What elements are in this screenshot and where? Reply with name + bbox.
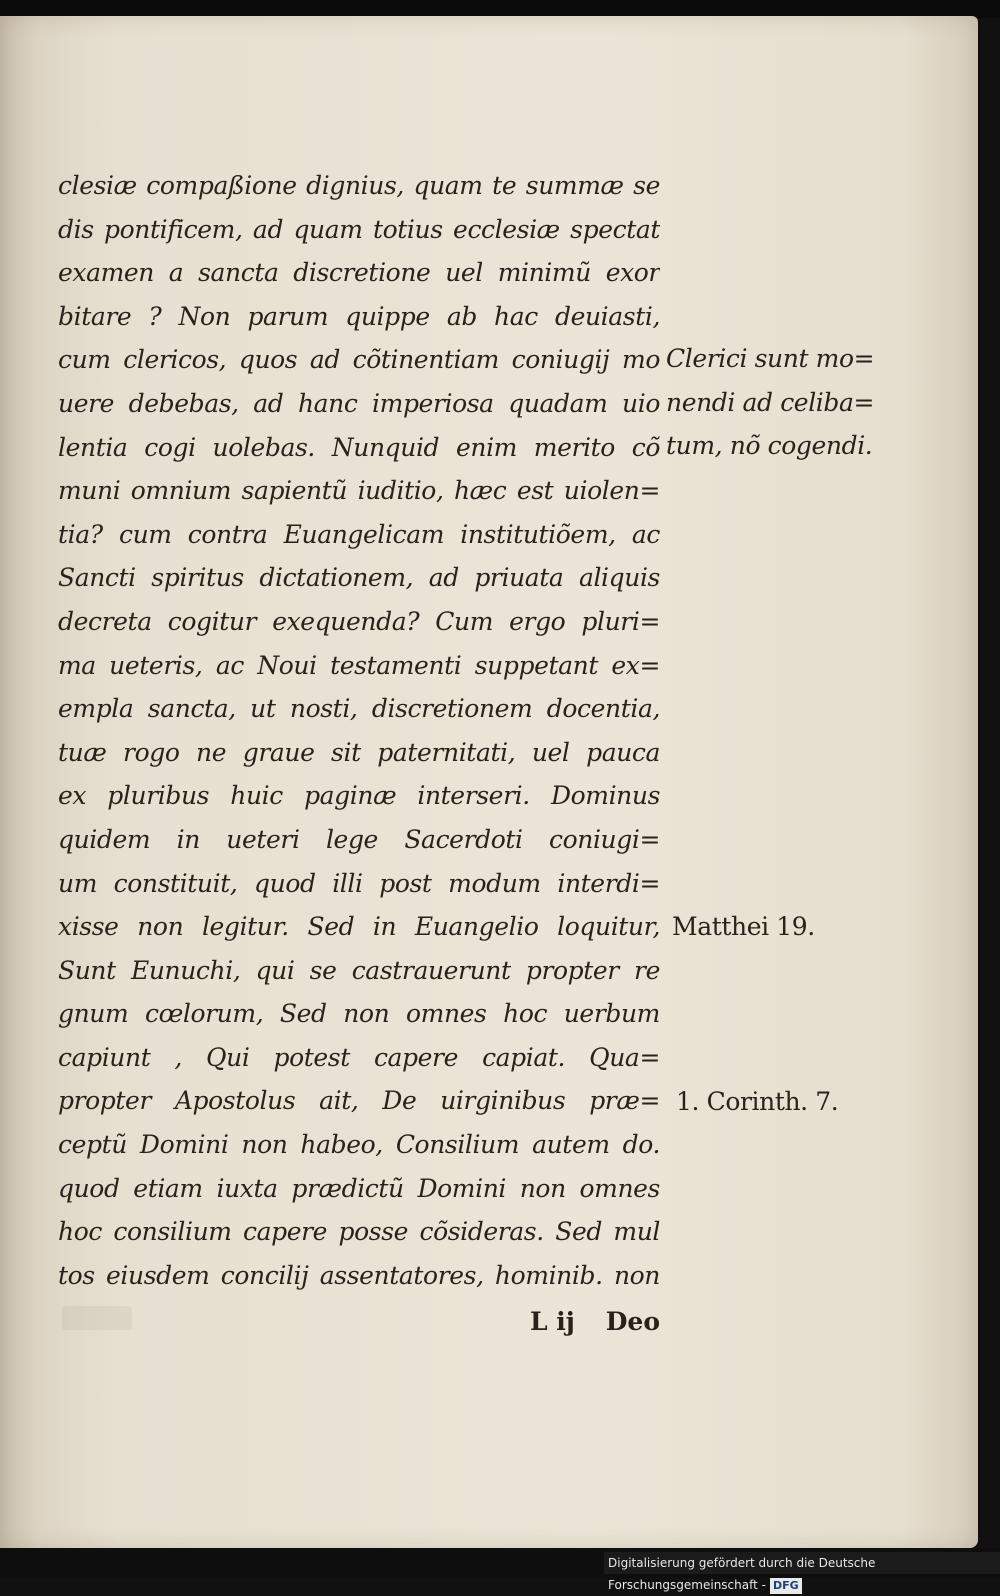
marginal-note-clerici [666, 337, 874, 468]
text-line: cum clericos, quos ad cõtinentiam coniugij mo [58, 345, 660, 375]
text-line: empla sancta, ut nosti, discretionem docentia, [58, 694, 660, 724]
text-line: clesiæ compaßione dignius, quam te summæ se [58, 171, 660, 200]
text-line: tos eiusdem concilij assentatores, hominib. non [58, 1260, 660, 1290]
text-line: ma ueteris, ac Noui testamenti suppetant ex= [58, 650, 660, 680]
text-line: examen a sancta discretione uel minimũ exor [58, 258, 660, 288]
digitization-credit [604, 1552, 1000, 1592]
catchword: Deo [605, 1307, 660, 1336]
credit-text: Digitalisierung gefördert durch die Deutsche Forschungsgemeinschaft - [608, 1556, 876, 1592]
text-line: propter Apostolus ait, De uirginibus præ= [58, 1086, 660, 1116]
text-line: Sunt Eunuchi, qui se castrauerunt propter re [58, 955, 660, 985]
text-line: xisse non legitur. Sed in Euangelio loquitur, [58, 912, 660, 942]
text-line: ceptũ Domini non habeo, Consilium autem do. [58, 1130, 660, 1160]
text-line: decreta cogitur exequenda? Cum ergo pluri= [58, 606, 660, 636]
text-line: gnum cœlorum, Sed non omnes hoc uerbum [58, 999, 660, 1029]
text-line: quod etiam iuxta prædictũ Domini non omnes [58, 1173, 660, 1203]
signature-mark: L ij [530, 1307, 575, 1336]
marginal-note-line: nendi ad celiba= [666, 387, 875, 417]
text-line: um constituit, quod illi post modum interdi= [58, 868, 660, 898]
main-text-block [58, 164, 660, 1297]
text-line: dis pontificem, ad quam totius ecclesiæ spectat [58, 214, 660, 244]
dfg-logo: DFG [770, 1578, 802, 1594]
marginal-note-matthaei [672, 905, 815, 949]
text-line: muni omnium sapientũ iuditio, hæc est uiolen= [58, 476, 660, 506]
marginal-note-line: Matthei 19. [672, 912, 815, 941]
marginal-note-line: tum, nõ cogendi. [666, 431, 873, 461]
marginal-note-line: 1. Corinth. 7. [676, 1087, 839, 1116]
text-line: lentia cogi uolebas. Nunquid enim merito cõ [58, 432, 660, 462]
text-line: quidem in ueteri lege Sacerdoti coniugi= [58, 824, 660, 854]
text-line: ex pluribus huic paginæ interseri. Dominus [58, 781, 660, 811]
text-line: capiunt , Qui potest capere capiat. Qua= [58, 1042, 660, 1072]
marginal-note-line: Clerici sunt mo= [666, 344, 875, 373]
text-line: Sancti spiritus dictationem, ad priuata aliquis [58, 563, 660, 593]
page-footer-line [58, 1300, 660, 1344]
text-line: bitare ? Non parum quippe ab hac deuiasti, [58, 301, 660, 331]
marginal-note-corinth [676, 1080, 838, 1124]
text-line: tia? cum contra Euangelicam institutiõem, ac [58, 519, 660, 549]
text-line: uere debebas, ad hanc imperiosa quadam uio [58, 388, 660, 418]
book-page [0, 16, 978, 1548]
text-line: tuæ rogo ne graue sit paternitati, uel pauca [58, 737, 660, 767]
text-line: hoc consilium capere posse cõsideras. Sed mul [58, 1217, 660, 1247]
